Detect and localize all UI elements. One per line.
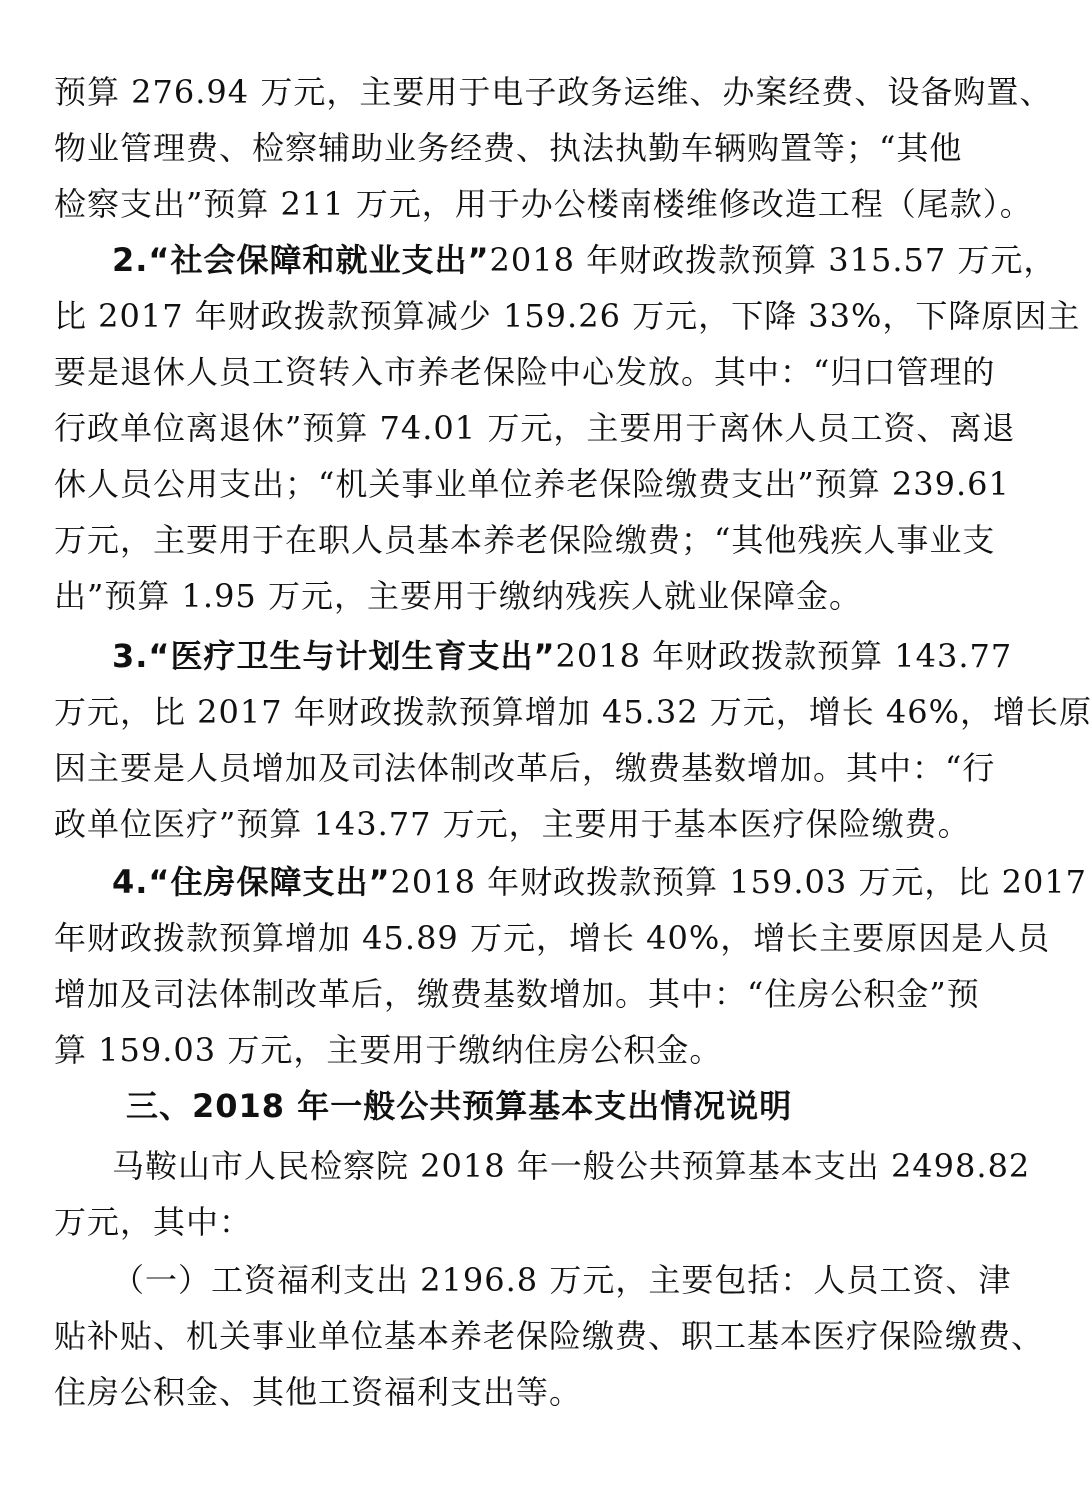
paragraph-line: 年财政拨款预算增加 45.89 万元，增长 40%，增长主要原因是人员 bbox=[54, 919, 1051, 957]
paragraph-line: 行政单位离退休”预算 74.01 万元，主要用于离休人员工资、离退 bbox=[54, 409, 1016, 447]
paragraph-line: 万元，其中： bbox=[54, 1203, 253, 1241]
paragraph-line: 马鞍山市人民检察院 2018 年一般公共预算基本支出 2498.82 bbox=[112, 1147, 1031, 1185]
paragraph-line: 出”预算 1.95 万元，主要用于缴纳残疾人就业保障金。 bbox=[54, 577, 862, 615]
item-4-line bbox=[112, 862, 1088, 902]
item-2-title: 2.“社会保障和就业支出” bbox=[112, 241, 490, 279]
paragraph-line: 检察支出”预算 211 万元，用于办公楼南楼维修改造工程（尾款）。 bbox=[54, 185, 1033, 223]
paragraph-line: 预算 276.94 万元，主要用于电子政务运维、办案经费、设备购置、 bbox=[54, 73, 1053, 111]
paragraph-line: 贴补贴、机关事业单位基本养老保险缴费、职工基本医疗保险缴费、 bbox=[54, 1317, 1045, 1355]
section-heading: 三、2018 年一般公共预算基本支出情况说明 bbox=[126, 1087, 793, 1125]
paragraph-line: 住房公积金、其他工资福利支出等。 bbox=[54, 1373, 583, 1411]
paragraph-line: 增加及司法体制改革后，缴费基数增加。其中：“住房公积金”预 bbox=[54, 975, 980, 1013]
item-2-text: 2018 年财政拨款预算 315.57 万元， bbox=[489, 241, 1057, 279]
item-3-line bbox=[112, 636, 1013, 676]
paragraph-line: 物业管理费、检察辅助业务经费、执法执勤车辆购置等；“其他 bbox=[54, 129, 963, 167]
item-2-line bbox=[112, 240, 1057, 280]
paragraph-line: 算 159.03 万元，主要用于缴纳住房公积金。 bbox=[54, 1031, 723, 1069]
item-4-text: 2018 年财政拨款预算 159.03 万元，比 2017 bbox=[390, 863, 1088, 901]
item-3-title: 3.“医疗卫生与计划生育支出” bbox=[112, 637, 556, 675]
paragraph-line: 政单位医疗”预算 143.77 万元，主要用于基本医疗保险缴费。 bbox=[54, 805, 971, 843]
item-3-text: 2018 年财政拨款预算 143.77 bbox=[555, 637, 1013, 675]
item-4-title: 4.“住房保障支出” bbox=[112, 863, 391, 901]
paragraph-line: 比 2017 年财政拨款预算减少 159.26 万元，下降 33%，下降原因主 bbox=[54, 297, 1081, 335]
paragraph-line: 休人员公用支出；“机关事业单位养老保险缴费支出”预算 239.61 bbox=[54, 465, 1010, 503]
paragraph-line: 要是退休人员工资转入市养老保险中心发放。其中：“归口管理的 bbox=[54, 353, 996, 391]
paragraph-line: （一）工资福利支出 2196.8 万元，主要包括：人员工资、津 bbox=[112, 1261, 1012, 1299]
paragraph-line: 万元，主要用于在职人员基本养老保险缴费；“其他残疾人事业支 bbox=[54, 521, 996, 559]
paragraph-line: 万元，比 2017 年财政拨款预算增加 45.32 万元，增长 46%，增长原 bbox=[54, 693, 1092, 731]
paragraph-line: 因主要是人员增加及司法体制改革后，缴费基数增加。其中：“行 bbox=[54, 749, 996, 787]
